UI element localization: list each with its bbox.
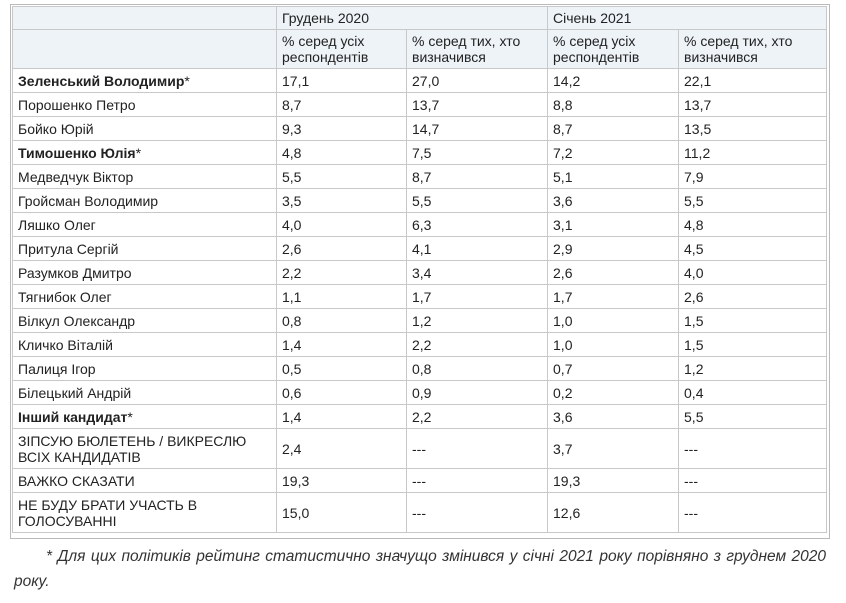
value-cell: 1,2 [679,357,827,381]
value-cell: 5,1 [548,165,679,189]
candidate-name: Притула Сергій [18,240,119,257]
value-cell: --- [407,469,548,493]
value-cell: 5,5 [679,189,827,213]
value-cell: 11,2 [679,141,827,165]
value-cell: 3,5 [277,189,407,213]
value-cell: --- [407,493,548,533]
candidate-name: Медведчук Віктор [18,168,134,185]
candidate-name-cell [13,357,277,381]
significance-mark: * [127,408,133,425]
value-cell: 13,5 [679,117,827,141]
candidate-name-cell [13,381,277,405]
candidate-name: Вілкул Олександр [18,312,136,329]
value-cell: 1,7 [407,285,548,309]
candidate-name-cell [13,213,277,237]
value-cell: 3,7 [548,429,679,469]
value-cell: 5,5 [679,405,827,429]
value-cell: 0,4 [679,381,827,405]
table-row [13,285,827,309]
candidate-name: Кличко Віталій [18,336,113,353]
table-row [13,165,827,189]
value-cell: 0,7 [548,357,679,381]
candidate-name: Ляшко Олег [18,216,96,233]
value-cell: 14,7 [407,117,548,141]
candidate-name: ВАЖКО СКАЗАТИ [18,472,135,489]
table-row [13,429,827,469]
candidate-name: Тимошенко Юлія [18,144,136,161]
value-cell: 8,7 [277,93,407,117]
value-cell: 4,8 [277,141,407,165]
value-cell: 1,5 [679,333,827,357]
value-cell: 0,6 [277,381,407,405]
value-cell: --- [679,429,827,469]
value-cell: 1,5 [679,309,827,333]
header-period-january: Січень 2021 [548,7,827,30]
candidate-name: Тягнибок Олег [18,288,112,305]
value-cell: 3,1 [548,213,679,237]
candidate-name: Інший кандидат [18,408,128,425]
value-cell: --- [679,469,827,493]
candidate-name-cell [13,333,277,357]
value-cell: 6,3 [407,213,548,237]
table-row [13,309,827,333]
header-empty-cell [13,7,277,30]
candidate-name-cell [13,189,277,213]
header-col-all-jan: % серед усіх респондентів [548,30,679,69]
value-cell: 7,2 [548,141,679,165]
value-cell: 1,2 [407,309,548,333]
header-period-december: Грудень 2020 [277,7,548,30]
candidate-name-cell [13,117,277,141]
value-cell: 1,4 [277,333,407,357]
candidate-name-cell [13,261,277,285]
value-cell: 22,1 [679,69,827,93]
value-cell: 9,3 [277,117,407,141]
candidate-name: Білецький Андрій [18,384,132,401]
candidate-name-cell [13,493,277,533]
table-row [13,117,827,141]
value-cell: 5,5 [407,189,548,213]
significance-mark: * [184,72,190,89]
value-cell: 1,0 [548,309,679,333]
value-cell: 7,5 [407,141,548,165]
table-row [13,333,827,357]
header-col-decided-dec: % серед тих, хто визначився [407,30,548,69]
candidate-name-cell [13,285,277,309]
value-cell: 12,6 [548,493,679,533]
candidate-name-cell [13,469,277,493]
results-table-wrapper [12,6,826,533]
candidate-name-cell [13,141,277,165]
table-row [13,93,827,117]
value-cell: 4,8 [679,213,827,237]
candidate-name-cell [13,165,277,189]
candidate-name: Порошенко Петро [18,96,136,113]
value-cell: 3,6 [548,189,679,213]
value-cell: 8,7 [548,117,679,141]
value-cell: 4,0 [277,213,407,237]
value-cell: 4,5 [679,237,827,261]
value-cell: 3,4 [407,261,548,285]
value-cell: --- [407,429,548,469]
candidate-name: Гройсман Володимир [18,192,159,209]
value-cell: 0,2 [548,381,679,405]
candidate-name: ЗІПСУЮ БЮЛЕТЕНЬ / ВИКРЕСЛЮ ВСІХ КАНДИДАТІВ [18,432,247,465]
value-cell: 2,2 [407,405,548,429]
value-cell: 2,6 [548,261,679,285]
value-cell: 5,5 [277,165,407,189]
candidate-name-cell [13,93,277,117]
value-cell: 13,7 [407,93,548,117]
candidate-name-cell [13,237,277,261]
header-row-columns [13,30,827,69]
candidate-name: Бойко Юрій [18,120,94,137]
value-cell: 1,7 [548,285,679,309]
value-cell: 1,1 [277,285,407,309]
table-row [13,141,827,165]
table-row [13,261,827,285]
table-row [13,213,827,237]
header-row-periods [13,7,827,30]
table-row [13,381,827,405]
value-cell: 2,6 [679,285,827,309]
header-empty-cell [13,30,277,69]
significance-mark: * [135,144,142,161]
value-cell: 2,6 [277,237,407,261]
value-cell: 7,9 [679,165,827,189]
value-cell: 0,5 [277,357,407,381]
candidate-name: Палиця Ігор [18,360,96,377]
value-cell: 14,2 [548,69,679,93]
value-cell: 4,1 [407,237,548,261]
value-cell: 19,3 [548,469,679,493]
value-cell: 4,0 [679,261,827,285]
poll-results-table [12,6,827,533]
candidate-name-cell [13,309,277,333]
value-cell: 2,9 [548,237,679,261]
candidate-name: НЕ БУДУ БРАТИ УЧАСТЬ В ГОЛОСУВАННІ [18,496,198,529]
value-cell: 2,4 [277,429,407,469]
header-col-all-dec: % серед усіх респондентів [277,30,407,69]
table-row [13,405,827,429]
table-row [13,69,827,93]
table-row [13,237,827,261]
value-cell: --- [679,493,827,533]
header-col-decided-jan: % серед тих, хто визначився [679,30,827,69]
candidate-name-cell [13,405,277,429]
value-cell: 2,2 [407,333,548,357]
footnote: * Для цих політиків рейтинг статистично значущо змінився у січні 2021 року порівняно з груднем 2020 року. [14,548,826,590]
value-cell: 1,0 [548,333,679,357]
value-cell: 15,0 [277,493,407,533]
value-cell: 8,7 [407,165,548,189]
value-cell: 1,4 [277,405,407,429]
value-cell: 2,2 [277,261,407,285]
table-row [13,189,827,213]
candidate-name: Зеленський Володимир [18,72,185,89]
table-row [13,493,827,533]
value-cell: 19,3 [277,469,407,493]
value-cell: 0,8 [277,309,407,333]
candidate-name: Разумков Дмитро [18,264,132,281]
table-row [13,469,827,493]
value-cell: 0,8 [407,357,548,381]
value-cell: 27,0 [407,69,548,93]
candidate-name-cell [13,69,277,93]
candidate-name-cell [13,429,277,469]
value-cell: 0,9 [407,381,548,405]
value-cell: 17,1 [277,69,407,93]
value-cell: 8,8 [548,93,679,117]
value-cell: 3,6 [548,405,679,429]
value-cell: 13,7 [679,93,827,117]
table-row [13,357,827,381]
